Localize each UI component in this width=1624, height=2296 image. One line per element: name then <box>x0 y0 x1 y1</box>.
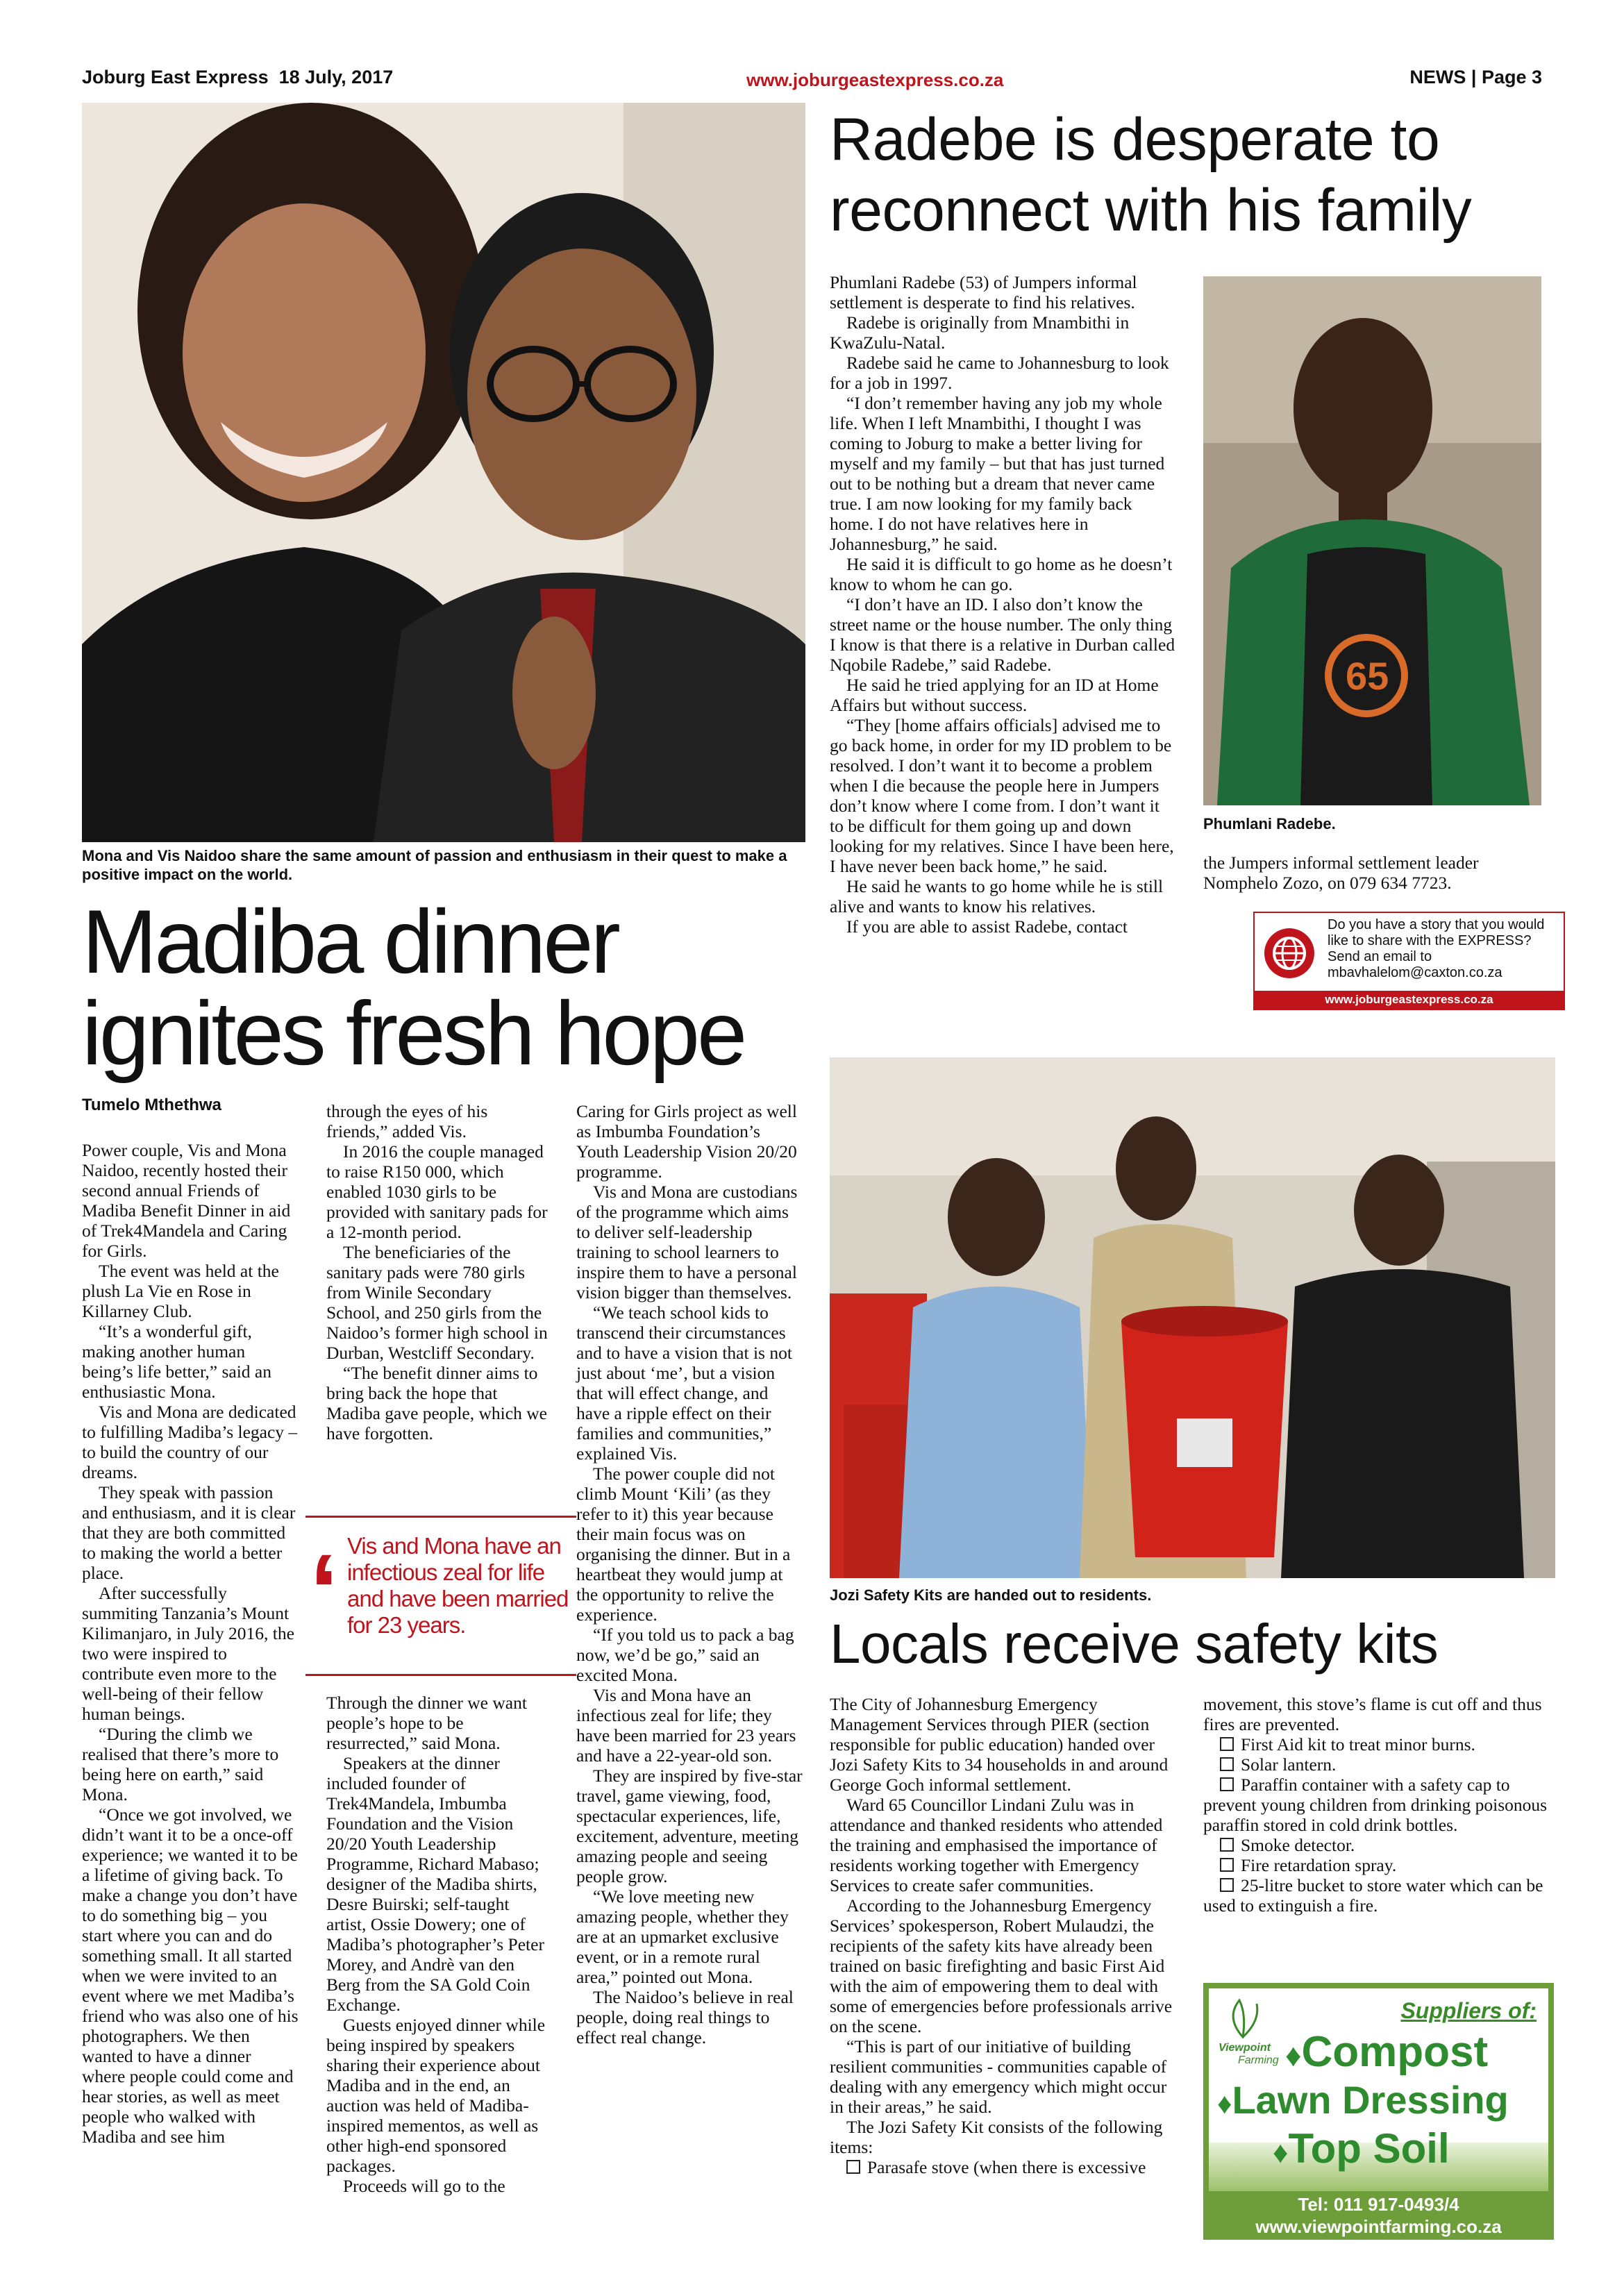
paragraph: through the eyes of his friends,” added Vis. <box>326 1101 488 1141</box>
paragraph: He said it is difficult to go home as he doesn’t know to whom he can go. <box>830 554 1173 594</box>
list-item-text: Solar lantern. <box>1241 1754 1337 1775</box>
checkbox-bullet-icon <box>846 2160 860 2174</box>
madiba-column-1 <box>82 1140 299 2147</box>
issue-date: 18 July, 2017 <box>278 67 394 87</box>
pull-quote-text: Vis and Mona have an infectious zeal for life and have been married for 23 years. <box>347 1533 569 1638</box>
paragraph: Speakers at the dinner included founder of Trek4Mandela, Imbumba Foundation and the Vision 20/20 Youth Leadership Programme, Richard Mabaso; designer of the Madiba shirts, Desre Buirski; self-taught artist, Ossie Dowery; one of Madiba’s photographer’s Peter Morey, and Andrè van den Berg from the SA Gold Coin Exchange. <box>326 1753 544 2015</box>
header-url[interactable]: www.joburgeastexpress.co.za <box>746 69 1004 90</box>
madiba-byline: Tumelo Mthethwa <box>82 1096 221 1114</box>
list-item <box>830 2157 1177 2177</box>
paragraph: “During the climb we realised that there’s more to being here on earth,” said Mona. <box>82 1724 279 1804</box>
list-item <box>1203 1775 1554 1835</box>
checkbox-bullet-icon <box>1220 1777 1234 1791</box>
madiba-headline <box>82 891 818 1084</box>
paragraph: They speak with passion and enthusiasm, and it is clear that they are both committed to making the world a better place. <box>82 1482 296 1583</box>
paragraph: In 2016 the couple managed to raise R150 000, which enabled 1030 girls to be provided with sanitary pads for a 12-month period. <box>326 1141 548 1242</box>
paragraph: Radebe is originally from Mnambithi in KwaZulu-Natal. <box>830 312 1130 353</box>
leaf-icon <box>1219 1997 1267 2038</box>
paragraph: He said he tried applying for an ID at Home Affairs but without success. <box>830 675 1159 715</box>
list-item-text: 25-litre bucket to store water which can be used to extinguish a fire. <box>1203 1875 1543 1916</box>
safety-photo-caption: Jozi Safety Kits are handed out to residents. <box>830 1586 1152 1604</box>
arrow-leaf-icon: ♦ <box>1273 2136 1289 2170</box>
checkbox-bullet-icon <box>1220 1878 1234 1892</box>
paragraph: The Naidoo’s believe in real people, doing real things to effect real change. <box>576 1987 794 2047</box>
advert-item-topsoil <box>1273 2125 1450 2172</box>
viewpoint-logo <box>1219 1997 1295 2067</box>
paragraph: The power couple did not climb Mount ‘Kili’ (as they refer to it) this year because their main focus was on organising the dinner. But in a heartbeat they would jump at the opportunity to relive the experience. <box>576 1464 791 1625</box>
headline-line-2: reconnect with his family <box>830 177 1472 244</box>
list-item <box>1203 1734 1554 1754</box>
paragraph: According to the Johannesburg Emergency Services’ spokesperson, Robert Mulaudzi, the recipients of the safety kits have already been trained on basic firefighting and basic First Aid with the aim of empowering them to deal with some of emergencies before professionals arrive on the scene. <box>830 1895 1173 2036</box>
paragraph: Through the dinner we want people’s hope to be resurrected,” said Mona. <box>326 1693 527 1753</box>
paragraph: They are inspired by five-star travel, game viewing, food, spectacular experiences, life, excitement, adventure, meeting amazing people and seeing people grow. <box>576 1766 803 1886</box>
safety-kits-photo <box>830 1057 1555 1578</box>
paragraph: Radebe said he came to Johannesburg to look for a job in 1997. <box>830 353 1169 393</box>
advert-item-text: Compost <box>1301 2028 1489 2076</box>
advert-item-compost <box>1285 2027 1488 2077</box>
viewpoint-farming-advert[interactable] <box>1203 1983 1554 2240</box>
share-story-text: Do you have a story that you would like to share with the EXPRESS? Send an email to mbavhalelom@caxton.co.za <box>1328 917 1545 980</box>
paragraph: Caring for Girls project as well as Imbumba Foundation’s Youth Leadership Vision 20/20 programme. <box>576 1101 797 1182</box>
paragraph: “It’s a wonderful gift, making another human being’s life better,” said an enthusiastic Mona. <box>82 1321 272 1402</box>
list-item-text: Paraffin container with a safety cap to prevent young children from drinking poisonous paraffin stored in cold drink bottles. <box>1203 1775 1548 1835</box>
paragraph: Power couple, Vis and Mona Naidoo, recently hosted their second annual Friends of Madiba Benefit Dinner in aid of Trek4Mandela and Caring for Girls. <box>82 1140 291 1261</box>
share-story-box[interactable] <box>1253 912 1565 1010</box>
paragraph: The event was held at the plush La Vie en Rose in Killarney Club. <box>82 1261 279 1321</box>
paragraph: He said he wants to go home while he is still alive and wants to know his relatives. <box>830 876 1164 916</box>
paragraph: Phumlani Radebe (53) of Jumpers informal settlement is desperate to find his relatives. <box>830 272 1137 312</box>
paragraph: The Jozi Safety Kit consists of the following items: <box>830 2117 1163 2157</box>
list-item <box>1203 1875 1554 1916</box>
safety-column-1 <box>830 1694 1177 2177</box>
madiba-photo-caption: Mona and Vis Naidoo share the same amount of passion and enthusiasm in their quest to make a positive impact on the world. <box>82 847 787 883</box>
paragraph: “We teach school kids to transcend their circumstances and to have a vision that is not just about ‘me’, but a vision that will effect change, and have a ripple effect on their families and communities,” explained Vis. <box>576 1302 792 1464</box>
quote-mark-icon: ‘ <box>310 1532 339 1649</box>
paragraph: “They [home affairs officials] advised me to go back home, in order for my ID problem to be resolved. I don’t want it to become a problem when I die because the people here in Jumpers don’t know where I come from. I don’t want it to be difficult for them going up and down looking for my relatives. Since I have been here, I have never been back home,” he said. <box>830 715 1174 876</box>
madiba-column-2-top <box>326 1101 549 1443</box>
checkbox-bullet-icon <box>1220 1737 1234 1751</box>
madiba-column-2-bottom <box>326 1693 549 2196</box>
headline-line-1: Madiba dinner <box>82 891 618 992</box>
paragraph: Vis and Mona have an infectious zeal for life; they have been married for 23 years and have a 22-year-old son. <box>576 1685 796 1766</box>
advert-website[interactable]: www.viewpointfarming.co.za <box>1255 2216 1502 2237</box>
checkbox-bullet-icon <box>1220 1858 1234 1872</box>
list-item <box>1203 1835 1554 1855</box>
list-item-text: First Aid kit to treat minor burns. <box>1241 1734 1475 1754</box>
logo-text-1: Viewpoint <box>1219 2042 1271 2054</box>
list-item <box>1203 1855 1554 1875</box>
list-item-text: Parasafe stove (when there is excessive <box>867 2157 1146 2177</box>
paragraph: the Jumpers informal settlement leader Nomphelo Zozo, on 079 634 7723. <box>1203 853 1479 893</box>
safety-headline: Locals receive safety kits <box>830 1613 1439 1675</box>
radebe-body <box>830 272 1177 937</box>
logo-text-2: Farming <box>1238 2054 1279 2066</box>
publication-name: Joburg East Express <box>82 67 269 87</box>
arrow-leaf-icon: ♦ <box>1285 2037 1302 2073</box>
arrow-leaf-icon: ♦ <box>1217 2087 1232 2120</box>
paragraph: “I don’t remember having any job my whole life. When I left Mnambithi, I thought I was coming to Joburg to make a better living for myself and my family – but that has just turned out to be nothing but a dream that never came true. I am now looking for my family back home. I do not have relatives here in Johannesburg,” he said. <box>830 393 1165 554</box>
safety-column-2 <box>1203 1694 1554 1916</box>
paragraph: “The benefit dinner aims to bring back the hope that Madiba gave people, which we have forgotten. <box>326 1363 547 1443</box>
madiba-column-3 <box>576 1101 805 2047</box>
radebe-continuation <box>1203 853 1550 893</box>
checkbox-bullet-icon <box>1220 1757 1234 1771</box>
paragraph: “We love meeting new amazing people, whether they are at an upmarket exclusive event, or in a remote rural area,” pointed out Mona. <box>576 1886 789 1987</box>
paragraph: The beneficiaries of the sanitary pads were 780 girls from Winile Secondary School, and 250 girls from the Naidoo’s former high school in Durban, Westcliff Secondary. <box>326 1242 548 1363</box>
pull-quote <box>305 1516 576 1676</box>
masthead-publication <box>82 67 393 88</box>
globe-icon <box>1264 928 1314 978</box>
paragraph: Vis and Mona are dedicated to fulfilling Madiba’s legacy – to build the country of our dreams. <box>82 1402 298 1482</box>
advert-item-text: Top Soil <box>1288 2125 1450 2172</box>
radebe-headline <box>830 104 1566 246</box>
share-story-url[interactable]: www.joburgeastexpress.co.za <box>1255 991 1564 1009</box>
list-item-text: Smoke detector. <box>1241 1835 1355 1855</box>
paragraph: Proceeds will go to the <box>343 2176 505 2196</box>
section-page: NEWS | Page 3 <box>1409 67 1542 87</box>
paragraph: Ward 65 Councillor Lindani Zulu was in attendance and thanked residents who attended the training and emphasised the importance of residents working together with Emergency Services to create safer communities. <box>830 1795 1163 1895</box>
list-item-text: Fire retardation spray. <box>1241 1855 1397 1875</box>
paragraph: Vis and Mona are custodians of the programme which aims to deliver self-leadership training to school learners to inspire them to have a personal vision bigger than themselves. <box>576 1182 798 1302</box>
advert-suppliers-heading: Suppliers of: <box>1400 1998 1537 2023</box>
paragraph: “I don’t have an ID. I also don’t know the street name or the house number. The only thing I know is that there is a relative in Durban called Nqobile Radebe,” said Radebe. <box>830 594 1175 675</box>
paragraph: After successfully summiting Tanzania’s Mount Kilimanjaro, in July 2016, the two were inspired to contribute even more to the well-being of their fellow human beings. <box>82 1583 294 1724</box>
advert-telephone: Tel: 011 917-0493/4 <box>1298 2194 1459 2215</box>
checkbox-bullet-icon <box>1220 1838 1234 1852</box>
paragraph: “This is part of our initiative of building resilient communities - communities capable of dealing with any emergency which might occur in their areas,” he said. <box>830 2036 1167 2117</box>
paragraph: “Once we got involved, we didn’t want it to be a once-off experience; we wanted it to be a lifetime of giving back. To make a change you don’t have to do something big – you start where you can and do something small. It all started when we were invited to an event where we met Madiba’s friend who was also one of his photographers. We then wanted to have a dinner where people could come and hear stories, as well as meet people who walked with Madiba and see him <box>82 1804 299 2147</box>
naidoo-couple-photo <box>82 103 805 842</box>
paragraph: The City of Johannesburg Emergency Management Services through PIER (section responsible for public education) handed over Jozi Safety Kits to 34 households in and around George Goch informal settlement. <box>830 1694 1169 1795</box>
paragraph: Guests enjoyed dinner while being inspired by speakers sharing their experience about Madiba and in the end, an auction was held of Madiba-inspired mementos, as well as other high-end sponsored packages. <box>326 2015 546 2176</box>
radebe-photo <box>1203 276 1541 805</box>
paragraph: “If you told us to pack a bag now, we’d be go,” said an excited Mona. <box>576 1625 794 1685</box>
headline-line-2: ignites fresh hope <box>82 982 745 1084</box>
list-item <box>1203 1754 1554 1775</box>
svg-text:65: 65 <box>1346 654 1389 698</box>
advert-item-lawn <box>1217 2077 1509 2122</box>
paragraph: movement, this stove’s flame is cut off and thus fires are prevented. <box>1203 1694 1542 1734</box>
advert-item-text: Lawn Dressing <box>1232 2078 1509 2122</box>
headline-line-1: Radebe is desperate to <box>830 106 1440 173</box>
radebe-photo-caption: Phumlani Radebe. <box>1203 815 1336 832</box>
paragraph: If you are able to assist Radebe, contact <box>846 916 1128 937</box>
